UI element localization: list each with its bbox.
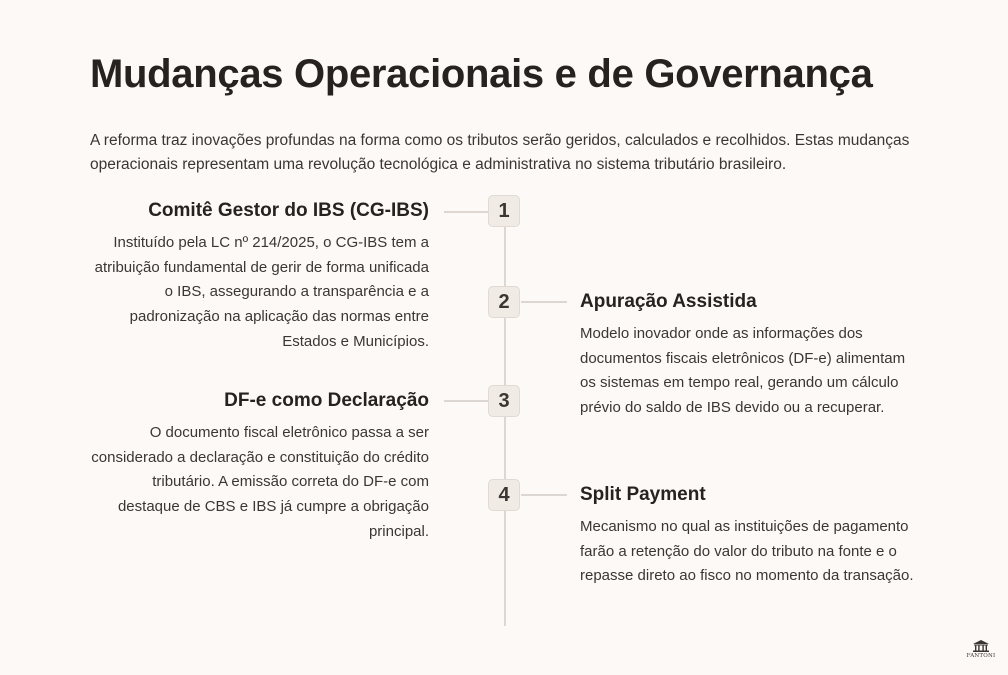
step-text-2: Modelo inovador onde as informações dos documentos fiscais eletrônicos (DF-e) alimentam os sistemas em tempo real, gerando um cálculo prévio do saldo de IBS devido ou a recuperar. xyxy=(580,325,906,417)
intro-paragraph: A reforma traz inovações profundas na forma como os tributos serão geridos, calculados e recolhidos. Estas mudanças operacionais representam uma revolução tecnológica e administrativa no sistema tributário brasileiro. xyxy=(90,132,910,173)
step-number-3: 3 xyxy=(488,385,520,417)
logo-text: FANTONI xyxy=(966,653,996,659)
step-3 xyxy=(89,389,429,545)
step-title-2: Apuração Assistida xyxy=(580,291,757,312)
step-1 xyxy=(89,199,429,355)
step-number-2: 2 xyxy=(488,286,520,318)
step-title-3: DF-e como Declaração xyxy=(224,390,429,411)
connector-2 xyxy=(521,301,567,303)
page-title: Mudanças Operacionais e de Governança xyxy=(90,52,873,96)
brand-logo xyxy=(966,640,996,664)
step-number-4: 4 xyxy=(488,479,520,511)
building-emblem-icon xyxy=(972,640,990,652)
step-text-3: O documento fiscal eletrônico passa a ser considerado a declaração e constituição do crédito tributário. A emissão correta do DF-e com destaque de CBS e IBS já cumpre a obrigação principal. xyxy=(91,424,429,540)
step-text-1: Instituído pela LC nº 214/2025, o CG-IBS tem a atribuição fundamental de gerir de forma unificada o IBS, assegurando a transparência e a padronização na aplicação das normas entre Estados e Municípios. xyxy=(94,234,429,350)
connector-1 xyxy=(444,211,488,213)
step-4 xyxy=(580,483,920,589)
connector-3 xyxy=(444,400,488,402)
step-text-4: Mecanismo no qual as instituições de pagamento farão a retenção do valor do tributo na fonte e o repasse direto ao fisco no momento da transação. xyxy=(580,518,914,585)
step-number-1: 1 xyxy=(488,195,520,227)
step-title-1: Comitê Gestor do IBS (CG-IBS) xyxy=(148,200,429,221)
connector-4 xyxy=(521,494,567,496)
step-2 xyxy=(580,290,920,421)
step-title-4: Split Payment xyxy=(580,484,706,505)
